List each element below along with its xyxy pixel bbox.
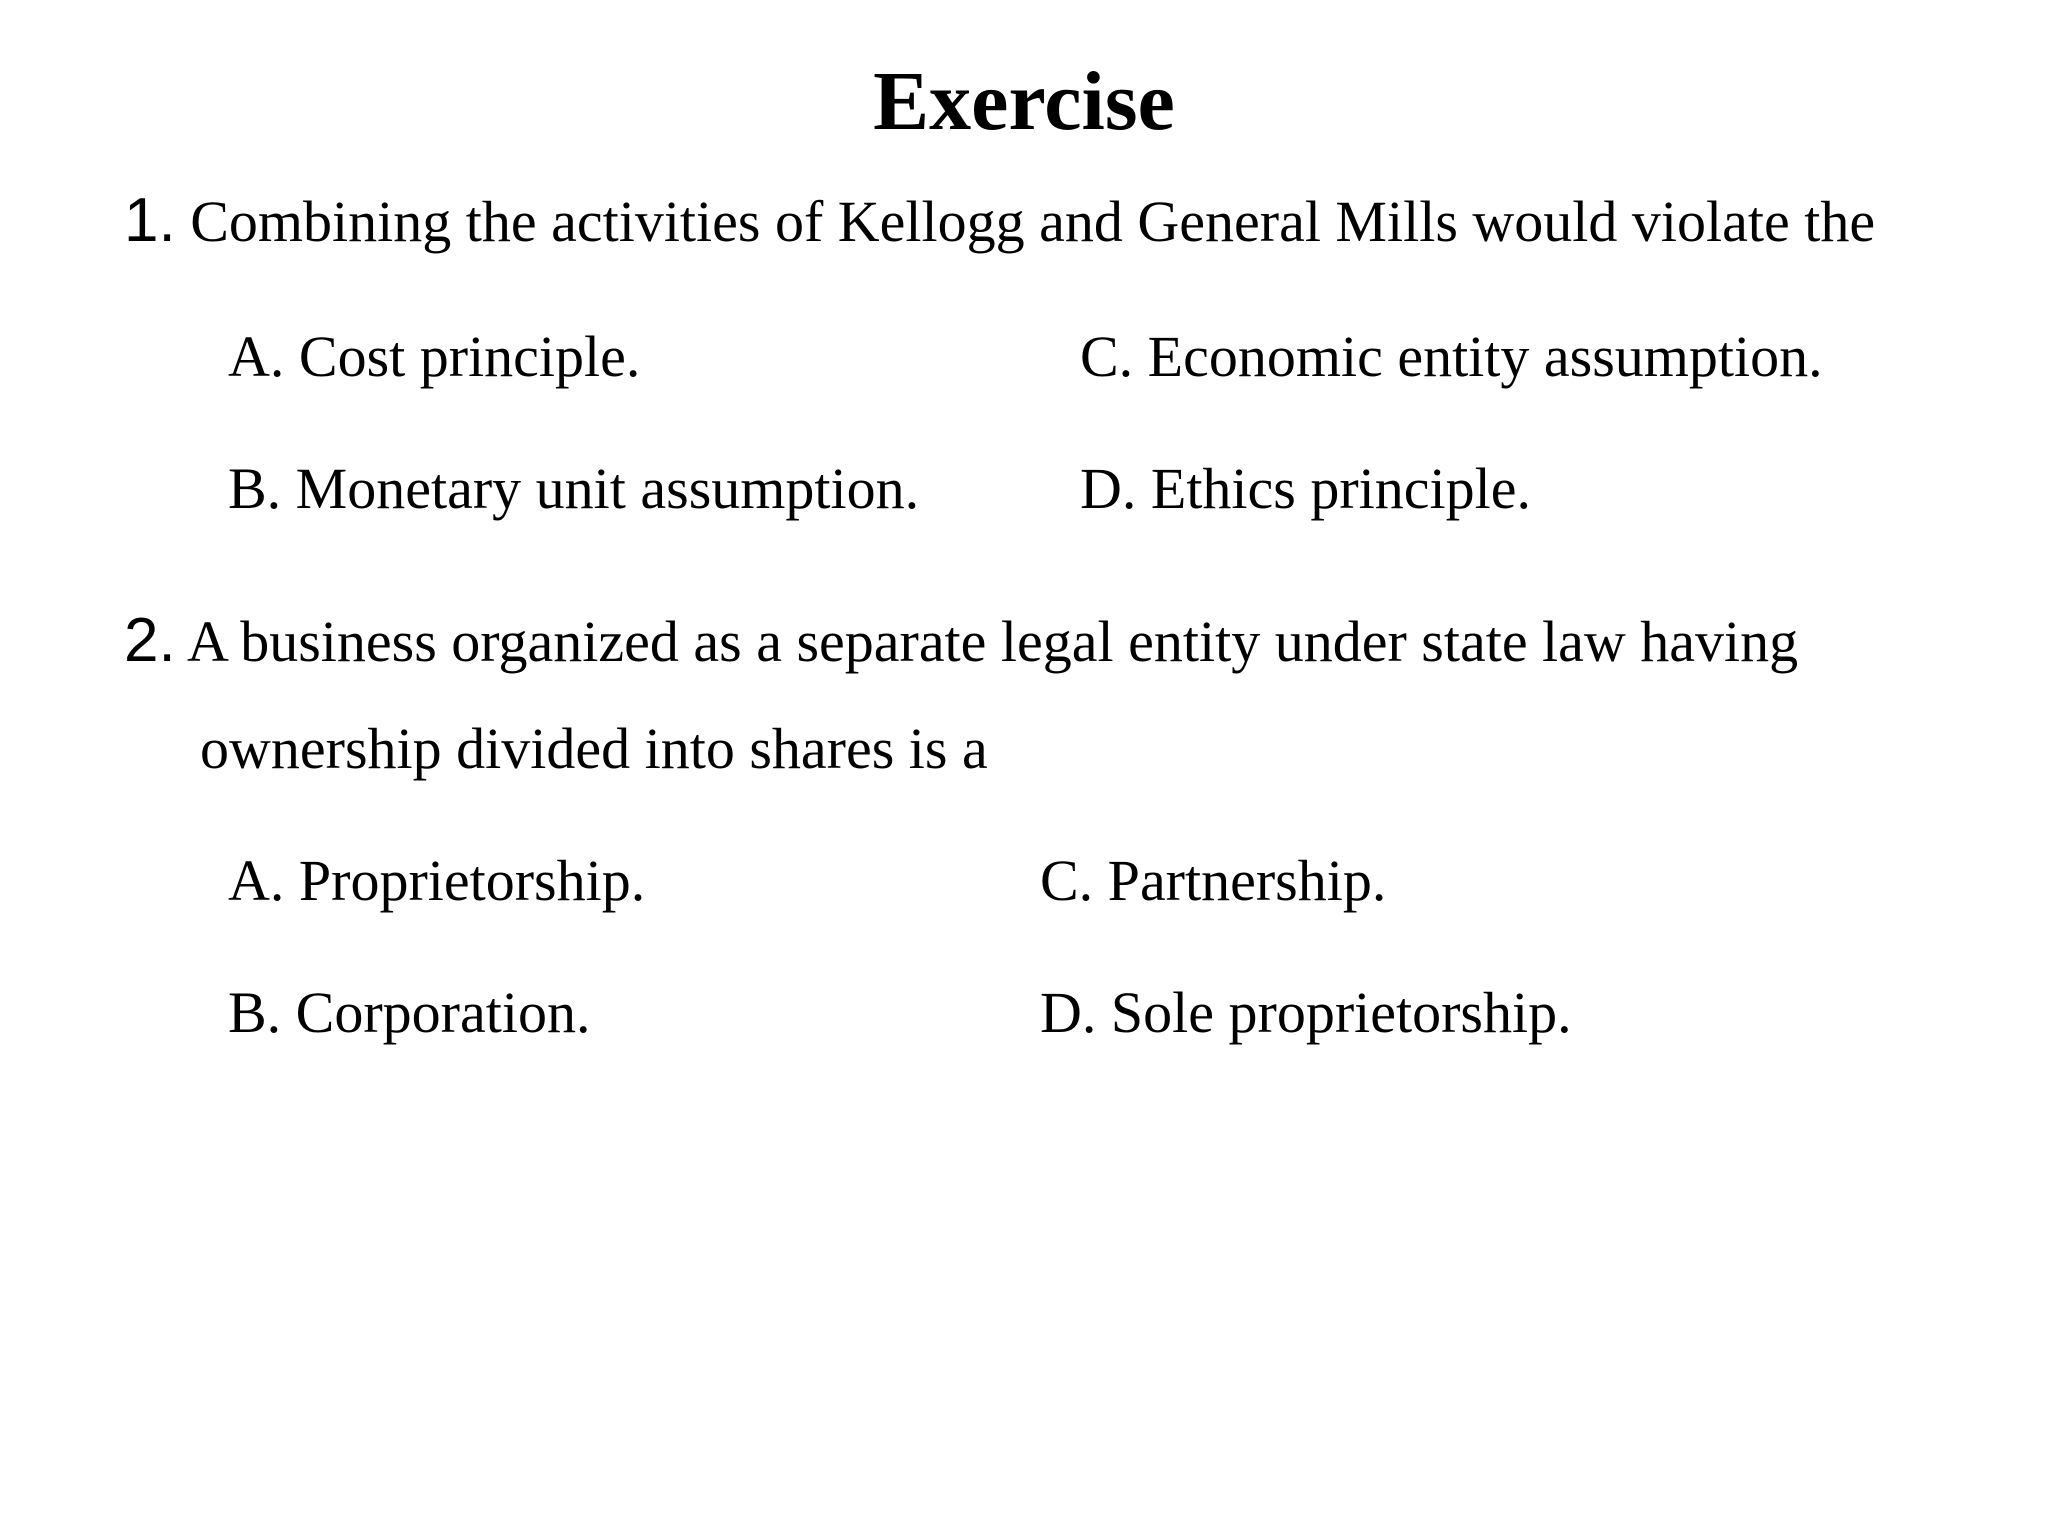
question-number: 1. <box>124 186 176 255</box>
question-1 <box>124 186 1875 257</box>
question-2 <box>124 606 1798 677</box>
question-number: 2. <box>124 606 176 675</box>
question-2-continuation: ownership divided into shares is a <box>200 716 988 781</box>
question-text: Combining the activities of Kellogg and General Mills would violate the <box>175 189 1876 254</box>
question-1-option-d: D. Ethics principle. <box>1080 456 1532 521</box>
question-2-option-c: C. Partnership. <box>1040 848 1387 913</box>
question-2-option-b: B. Corporation. <box>228 980 591 1045</box>
question-text: A business organized as a separate legal entity under state law having <box>175 609 1799 674</box>
question-1-option-b: B. Monetary unit assumption. <box>228 456 920 521</box>
question-1-option-a: A. Cost principle. <box>228 324 641 389</box>
slide-title: Exercise <box>873 55 1175 148</box>
question-2-option-d: D. Sole proprietorship. <box>1040 980 1572 1045</box>
question-2-option-a: A. Proprietorship. <box>228 848 646 913</box>
question-1-option-c: C. Economic entity assumption. <box>1080 324 1823 389</box>
